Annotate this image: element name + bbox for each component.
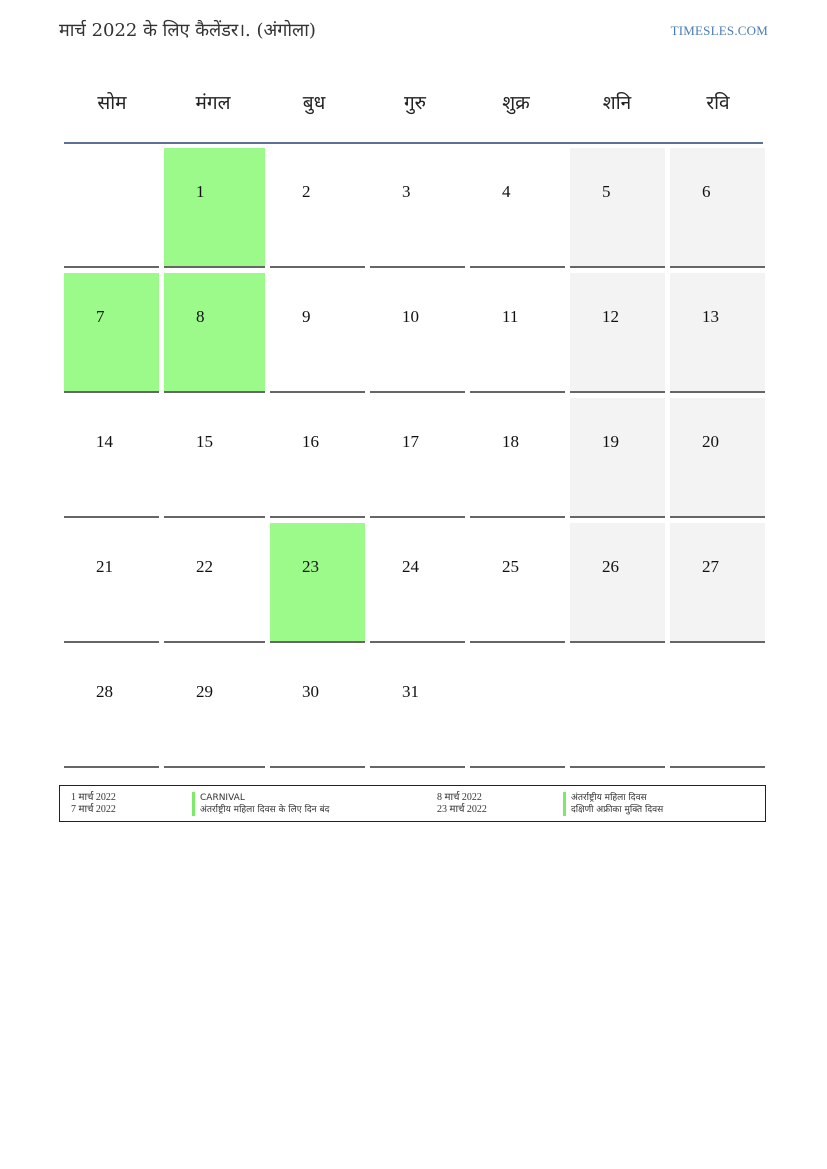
day-number: 8 [196,307,205,326]
weekday-sun: रवि [706,92,730,114]
day-cell[interactable] [670,273,765,393]
holiday-legend [59,785,766,822]
day-cell[interactable] [570,273,665,393]
day-number: 23 [302,557,319,576]
day-number: 2 [302,182,311,201]
week-row [64,148,763,268]
day-cell[interactable] [164,648,265,768]
day-cell[interactable] [64,273,159,393]
day-number: 14 [96,432,113,451]
day-cell[interactable] [270,273,365,393]
day-number: 10 [402,307,419,326]
day-number: 7 [96,307,105,326]
day-number: 19 [602,432,619,451]
day-cell[interactable] [470,398,565,518]
day-number: 15 [196,432,213,451]
weekday-tue: मंगल [195,92,231,114]
day-cell [670,648,765,768]
weekday-wed: बुध [302,92,326,114]
day-cell[interactable] [164,148,265,268]
day-cell [570,648,665,768]
day-cell[interactable] [370,398,465,518]
legend-holiday-name: दक्षिणी अफ्रीका मुक्ति दिवस [563,804,663,816]
day-cell[interactable] [470,148,565,268]
week-row [64,273,763,393]
day-cell[interactable] [270,523,365,643]
day-cell[interactable] [670,148,765,268]
day-cell[interactable] [164,398,265,518]
day-cell[interactable] [270,148,365,268]
day-number: 28 [96,682,113,701]
day-cell[interactable] [64,523,159,643]
legend-date: 8 मार्च 2022 [437,792,482,803]
weekday-sat: शनि [602,92,632,114]
day-cell[interactable] [470,523,565,643]
weekday-header [64,80,763,144]
weekday-thu: गुरु [403,92,427,114]
legend-holiday-name: अंतर्राष्ट्रीय महिला दिवस [563,792,647,804]
day-number: 4 [502,182,511,201]
page-title: मार्च 2022 के लिए कैलेंडर।. (अंगोला) [59,20,316,41]
day-number: 20 [702,432,719,451]
day-number: 24 [402,557,419,576]
day-cell[interactable] [164,523,265,643]
weekday-fri: शुक्र [502,92,530,114]
day-number: 12 [602,307,619,326]
month-grid [64,148,763,768]
day-number: 16 [302,432,319,451]
day-cell[interactable] [670,523,765,643]
week-row [64,523,763,643]
legend-date: 1 मार्च 2022 [71,792,116,803]
day-cell[interactable] [370,523,465,643]
day-number: 26 [602,557,619,576]
day-cell[interactable] [64,648,159,768]
day-cell[interactable] [270,398,365,518]
day-cell[interactable] [570,523,665,643]
legend-holiday-name: CARNIVAL [192,792,245,804]
weekday-mon: सोम [97,92,127,114]
legend-date: 23 मार्च 2022 [437,804,487,815]
day-cell[interactable] [670,398,765,518]
day-number: 31 [402,682,419,701]
day-cell [64,148,159,268]
day-number: 29 [196,682,213,701]
day-cell[interactable] [570,148,665,268]
day-number: 21 [96,557,113,576]
day-cell[interactable] [164,273,265,393]
day-number: 5 [602,182,611,201]
calendar [64,80,763,768]
site-link[interactable]: TIMESLES.COM [670,23,768,38]
day-cell[interactable] [64,398,159,518]
legend-holiday-name: अंतर्राष्ट्रीय महिला दिवस के लिए दिन बंद [192,804,329,816]
day-number: 11 [502,307,519,326]
day-cell[interactable] [470,273,565,393]
day-cell[interactable] [370,273,465,393]
day-number: 27 [702,557,719,576]
day-number: 25 [502,557,519,576]
day-number: 3 [402,182,411,201]
day-number: 9 [302,307,311,326]
week-row [64,398,763,518]
day-number: 13 [702,307,719,326]
day-cell [470,648,565,768]
day-number: 6 [702,182,711,201]
day-cell[interactable] [370,648,465,768]
day-cell[interactable] [570,398,665,518]
legend-date: 7 मार्च 2022 [71,804,116,815]
week-row [64,648,763,768]
day-number: 30 [302,682,319,701]
day-number: 18 [502,432,519,451]
day-number: 22 [196,557,213,576]
day-cell[interactable] [370,148,465,268]
day-number: 1 [196,182,205,201]
day-cell[interactable] [270,648,365,768]
day-number: 17 [402,432,419,451]
